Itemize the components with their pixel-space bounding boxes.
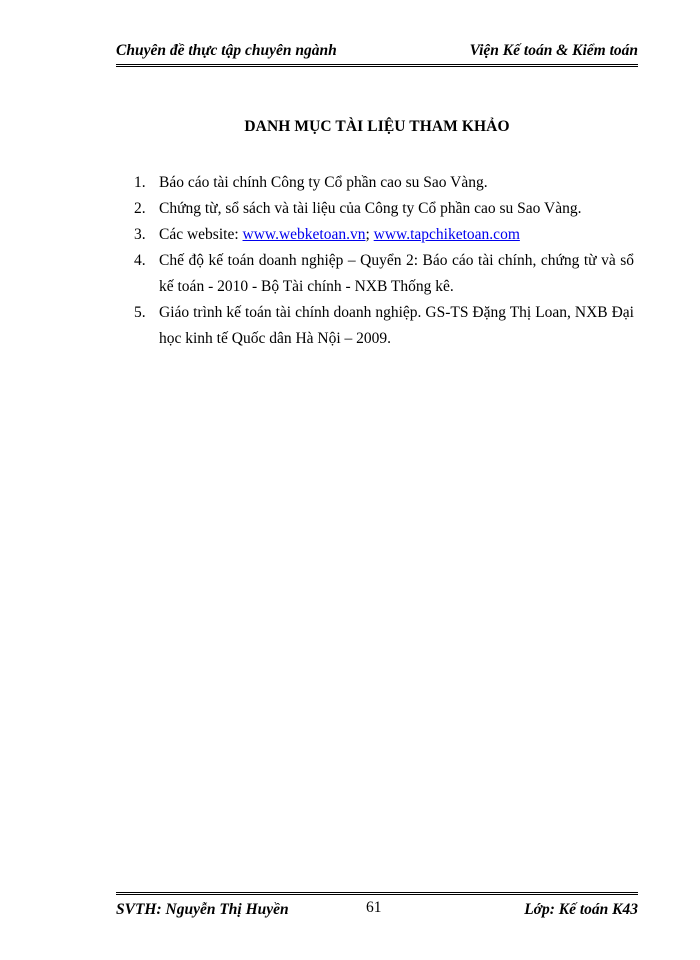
list-item-text: Giáo trình kế toán tài chính doanh nghiệp. GS-TS Đặng Thị Loan, NXB Đại học kinh tế Quốc dân Hà Nội – 2009.: [159, 304, 634, 347]
link-separator: ;: [365, 226, 374, 243]
footer-divider: [116, 892, 638, 895]
reference-list: [134, 170, 634, 352]
list-item: [134, 196, 634, 222]
page-title: DANH MỤC TÀI LIỆU THAM KHẢO: [244, 118, 510, 135]
list-item: [134, 170, 634, 196]
list-item-text: Chứng từ, sổ sách và tài liệu của Công ty Cổ phần cao su Sao Vàng.: [159, 200, 582, 217]
page-footer: [116, 899, 638, 921]
header-course-title: Chuyên đề thực tập chuyên ngành: [116, 42, 337, 59]
list-item-number: 3.: [134, 226, 146, 243]
list-item: [134, 222, 634, 248]
header-divider: [116, 64, 638, 67]
page-number: 61: [366, 899, 382, 916]
footer-student: SVTH: Nguyễn Thị Huyền: [116, 901, 289, 918]
header-institute: Viện Kế toán & Kiểm toán: [469, 42, 638, 59]
list-item-number: 5.: [134, 304, 146, 321]
link-tapchiketoan[interactable]: www.tapchiketoan.com: [373, 226, 520, 243]
list-item-number: 2.: [134, 200, 146, 217]
list-item-number: 1.: [134, 174, 146, 191]
footer-class: Lớp: Kế toán K43: [524, 901, 638, 918]
list-item-text: [159, 222, 634, 248]
list-item: [134, 248, 634, 300]
list-item-text: Báo cáo tài chính Công ty Cổ phần cao su Sao Vàng.: [159, 174, 488, 191]
list-item: [134, 300, 634, 352]
list-item-number: 4.: [134, 252, 146, 269]
link-webketoan[interactable]: www.webketoan.vn: [242, 226, 366, 243]
page-header: [116, 40, 638, 64]
list-item-text: Chế độ kế toán doanh nghiệp – Quyển 2: Báo cáo tài chính, chứng từ và sổ kế toán - 2010 - Bộ Tài chính - NXB Thống kê.: [159, 252, 634, 295]
websites-label: Các website:: [159, 226, 243, 243]
